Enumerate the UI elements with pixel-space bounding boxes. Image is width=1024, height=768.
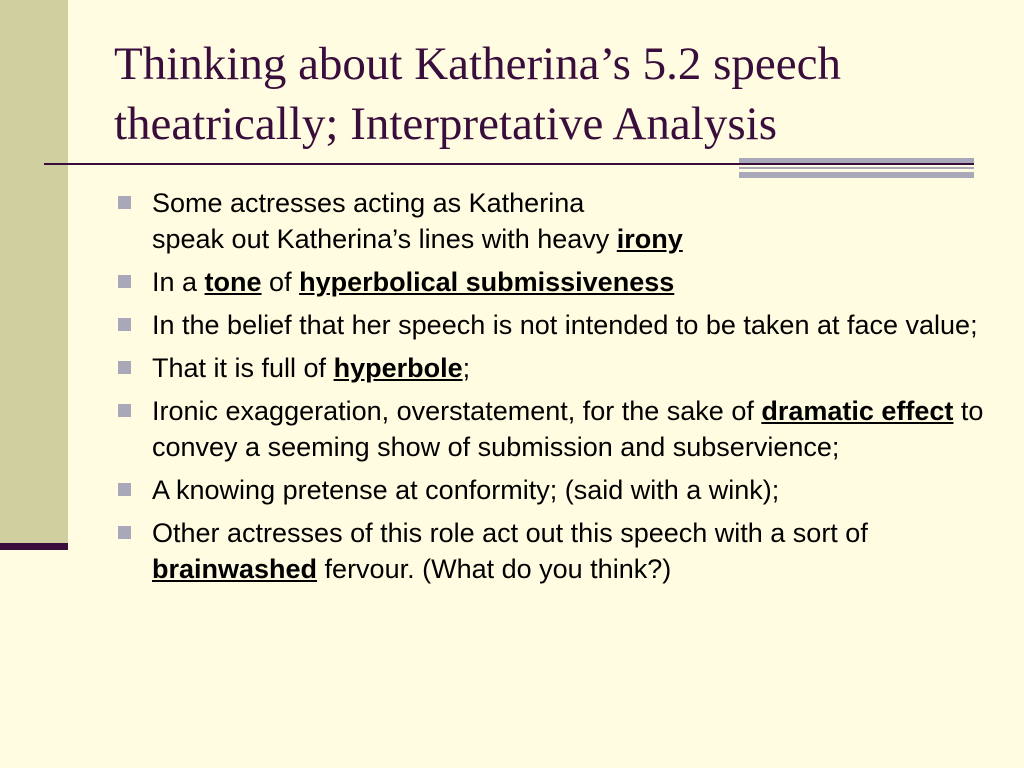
bullet-text: fervour. (What do you think?): [317, 554, 672, 584]
square-bullet-icon: [118, 404, 131, 417]
slide-title: [114, 34, 994, 154]
emphasized-term: tone: [204, 267, 262, 297]
emphasized-term: hyperbolical submissiveness: [299, 267, 675, 297]
bullet-item: [114, 393, 984, 465]
square-bullet-icon: [118, 526, 131, 539]
bullet-text: In a: [152, 267, 205, 297]
slide-title-line-2: theatrically; Interpretative Analysis: [114, 98, 777, 150]
left-band-accent-mark: [0, 543, 68, 550]
square-bullet-icon: [118, 275, 131, 288]
bullet-item: [114, 350, 984, 386]
bullet-item: [114, 264, 984, 300]
title-accent-bars: [739, 158, 974, 178]
bullet-item: [114, 185, 984, 257]
bullet-list: [114, 185, 984, 594]
emphasized-term: dramatic effect: [761, 396, 954, 426]
bullet-text: Other actresses of this role act out this speech with a sort of: [152, 518, 868, 548]
bullet-text: of: [261, 267, 300, 297]
bullet-text: That it is full of: [152, 353, 334, 383]
bullet-text: to convey a seeming show of submission and subservience;: [152, 396, 984, 462]
square-bullet-icon: [118, 318, 131, 331]
emphasized-term: brainwashed: [152, 554, 318, 584]
accent-bar: [739, 172, 974, 178]
square-bullet-icon: [118, 361, 131, 374]
bullet-text: A knowing pretense at conformity; (said with a wink);: [152, 475, 780, 505]
bullet-text: ;: [462, 353, 471, 383]
emphasized-term: hyperbole: [333, 353, 463, 383]
bullet-text: Some actresses acting as Katherina: [152, 188, 585, 218]
bullet-text: speak out Katherina’s lines with heavy: [152, 224, 617, 254]
square-bullet-icon: [118, 196, 131, 209]
bullet-item: [114, 472, 984, 508]
slide-title-line-1: Thinking about Katherina’s 5.2 speech: [114, 38, 842, 90]
square-bullet-icon: [118, 483, 131, 496]
bullet-text: In the belief that her speech is not intended to be taken at face value;: [152, 310, 978, 340]
accent-bar: [739, 158, 974, 163]
emphasized-term: irony: [616, 224, 683, 254]
bullet-text: Ironic exaggeration, overstatement, for the sake of: [152, 396, 762, 426]
bullet-item: [114, 515, 984, 587]
left-decorative-band: [0, 0, 68, 543]
bullet-item: [114, 307, 984, 343]
accent-bar: [739, 167, 974, 169]
